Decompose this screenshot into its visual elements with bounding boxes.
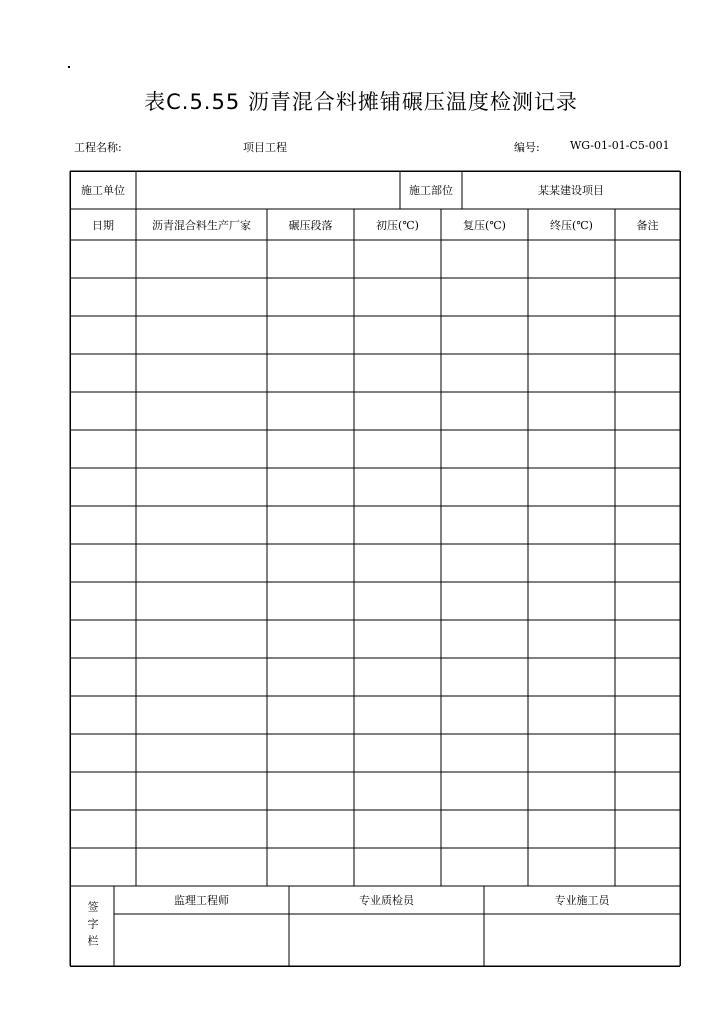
table-cell[interactable] [354,658,441,696]
column-header: 碾压段落 [288,218,333,232]
table-cell[interactable] [441,734,528,772]
table-cell[interactable] [615,544,680,582]
table-cell[interactable] [267,506,354,544]
table-cell[interactable] [528,658,615,696]
table-cell[interactable] [441,582,528,620]
table-cell[interactable] [136,544,267,582]
table-cell[interactable] [354,278,441,316]
table-cell[interactable] [441,316,528,354]
table-cell[interactable] [615,240,680,278]
construction-unit-label: 施工单位 [81,184,125,197]
table-cell[interactable] [267,392,354,430]
table-cell[interactable] [70,392,136,430]
column-header: 备注 [636,218,659,232]
table-cell[interactable] [441,240,528,278]
table-cell[interactable] [267,658,354,696]
table-cell[interactable] [528,392,615,430]
table-cell[interactable] [441,392,528,430]
table-cell[interactable] [267,734,354,772]
table-cell[interactable] [441,848,528,886]
table-cell[interactable] [267,468,354,506]
table-cell[interactable] [441,354,528,392]
table-cell[interactable] [441,430,528,468]
table-cell[interactable] [267,582,354,620]
table-cell[interactable] [615,734,680,772]
table-cell[interactable] [354,810,441,848]
construction-unit-value [136,171,400,209]
column-header: 复压(℃) [463,218,506,232]
table-cell[interactable] [70,658,136,696]
table-cell[interactable] [615,810,680,848]
doc-number-label: 编号: [514,141,540,154]
table-cell[interactable] [267,354,354,392]
table-cell[interactable] [354,468,441,506]
table-cell[interactable] [528,734,615,772]
table-cell[interactable] [528,430,615,468]
table-cell[interactable] [267,696,354,734]
table-cell[interactable] [136,848,267,886]
table-cell[interactable] [528,620,615,658]
table-cell[interactable] [441,658,528,696]
table-cell[interactable] [528,696,615,734]
table-cell[interactable] [441,810,528,848]
table-cell[interactable] [528,278,615,316]
table-cell[interactable] [70,316,136,354]
supervising-engineer-label: 监理工程师 [174,894,229,907]
table-cell[interactable] [615,696,680,734]
table-cell[interactable] [354,696,441,734]
table-cell[interactable] [615,848,680,886]
table-cell[interactable] [354,582,441,620]
table-cell[interactable] [136,316,267,354]
table-cell[interactable] [354,620,441,658]
table-cell[interactable] [615,354,680,392]
column-header: 沥青混合料生产厂家 [152,218,251,232]
table-cell[interactable] [528,582,615,620]
table-cell[interactable] [528,240,615,278]
table-cell[interactable] [267,848,354,886]
table-cell[interactable] [528,468,615,506]
table-cell[interactable] [441,468,528,506]
table-cell[interactable] [615,620,680,658]
table-cell[interactable] [136,810,267,848]
table-cell[interactable] [267,430,354,468]
table-cell[interactable] [267,544,354,582]
table-cell[interactable] [441,696,528,734]
quality-inspector-signature[interactable] [289,914,484,966]
table-cell[interactable] [70,354,136,392]
supervising-engineer-signature[interactable] [114,914,289,966]
table-cell[interactable] [70,810,136,848]
table-cell[interactable] [70,430,136,468]
quality-inspector-label: 专业质检员 [359,894,414,907]
table-cell[interactable] [70,468,136,506]
table-cell[interactable] [441,278,528,316]
table-cell[interactable] [615,430,680,468]
table-cell[interactable] [354,544,441,582]
table-cell[interactable] [70,696,136,734]
table-cell[interactable] [615,392,680,430]
table-cell[interactable] [70,848,136,886]
table-cell[interactable] [136,392,267,430]
construction-worker-signature[interactable] [484,914,680,966]
column-header: 终压(℃) [550,218,593,232]
table-cell[interactable] [136,430,267,468]
table-cell[interactable] [528,772,615,810]
table-cell[interactable] [528,354,615,392]
table-cell[interactable] [267,772,354,810]
table-cell[interactable] [441,506,528,544]
table-cell[interactable] [354,772,441,810]
construction-worker-label: 专业施工员 [554,894,610,907]
table-cell[interactable] [70,240,136,278]
table-cell[interactable] [441,544,528,582]
table-cell[interactable] [354,354,441,392]
table-cell[interactable] [267,278,354,316]
table-cell[interactable] [70,734,136,772]
table-cell[interactable] [441,772,528,810]
table-cell[interactable] [136,468,267,506]
table-cell[interactable] [70,582,136,620]
table-cell[interactable] [136,696,267,734]
column-header: 初压(℃) [376,218,419,232]
table-cell[interactable] [136,278,267,316]
table-cell[interactable] [70,506,136,544]
table-cell[interactable] [354,734,441,772]
table-cell[interactable] [528,848,615,886]
project-name-label: 工程名称: [74,141,122,154]
table-cell[interactable] [615,658,680,696]
table-cell[interactable] [267,240,354,278]
table-cell[interactable] [267,620,354,658]
table-cell[interactable] [615,582,680,620]
table-cell[interactable] [354,316,441,354]
table-cell[interactable] [441,620,528,658]
table-cell[interactable] [136,620,267,658]
table-cell[interactable] [136,772,267,810]
table-cell[interactable] [136,658,267,696]
table-cell[interactable] [354,506,441,544]
table-cell[interactable] [528,506,615,544]
project-name-value: 项目工程 [243,141,287,154]
doc-number-value: WG-01-01-C5-001 [570,139,670,152]
table-cell[interactable] [615,316,680,354]
construction-section-value: 某某建设项目 [538,184,604,197]
table-cell[interactable] [136,734,267,772]
table-cell[interactable] [615,772,680,810]
table-cell[interactable] [136,506,267,544]
table-cell[interactable] [615,278,680,316]
table-cell[interactable] [615,468,680,506]
table-cell[interactable] [354,848,441,886]
table-cell[interactable] [528,316,615,354]
table-cell[interactable] [136,354,267,392]
table-cell[interactable] [354,240,441,278]
table-cell[interactable] [136,240,267,278]
table-cell[interactable] [267,316,354,354]
document-title: 表C.5.55 沥青混合料摊铺碾压温度检测记录 [144,90,578,114]
table-cell[interactable] [354,430,441,468]
table-cell[interactable] [70,772,136,810]
signature-section-label: 签字栏 [86,900,99,952]
table-cell[interactable] [615,506,680,544]
table-cell[interactable] [528,810,615,848]
column-header: 日期 [92,218,114,232]
construction-section-label: 施工部位 [409,184,453,197]
table-cell[interactable] [70,620,136,658]
table-cell[interactable] [528,544,615,582]
table-cell[interactable] [267,810,354,848]
table-cell[interactable] [354,392,441,430]
table-cell[interactable] [136,582,267,620]
table-cell[interactable] [70,544,136,582]
table-cell[interactable] [70,278,136,316]
